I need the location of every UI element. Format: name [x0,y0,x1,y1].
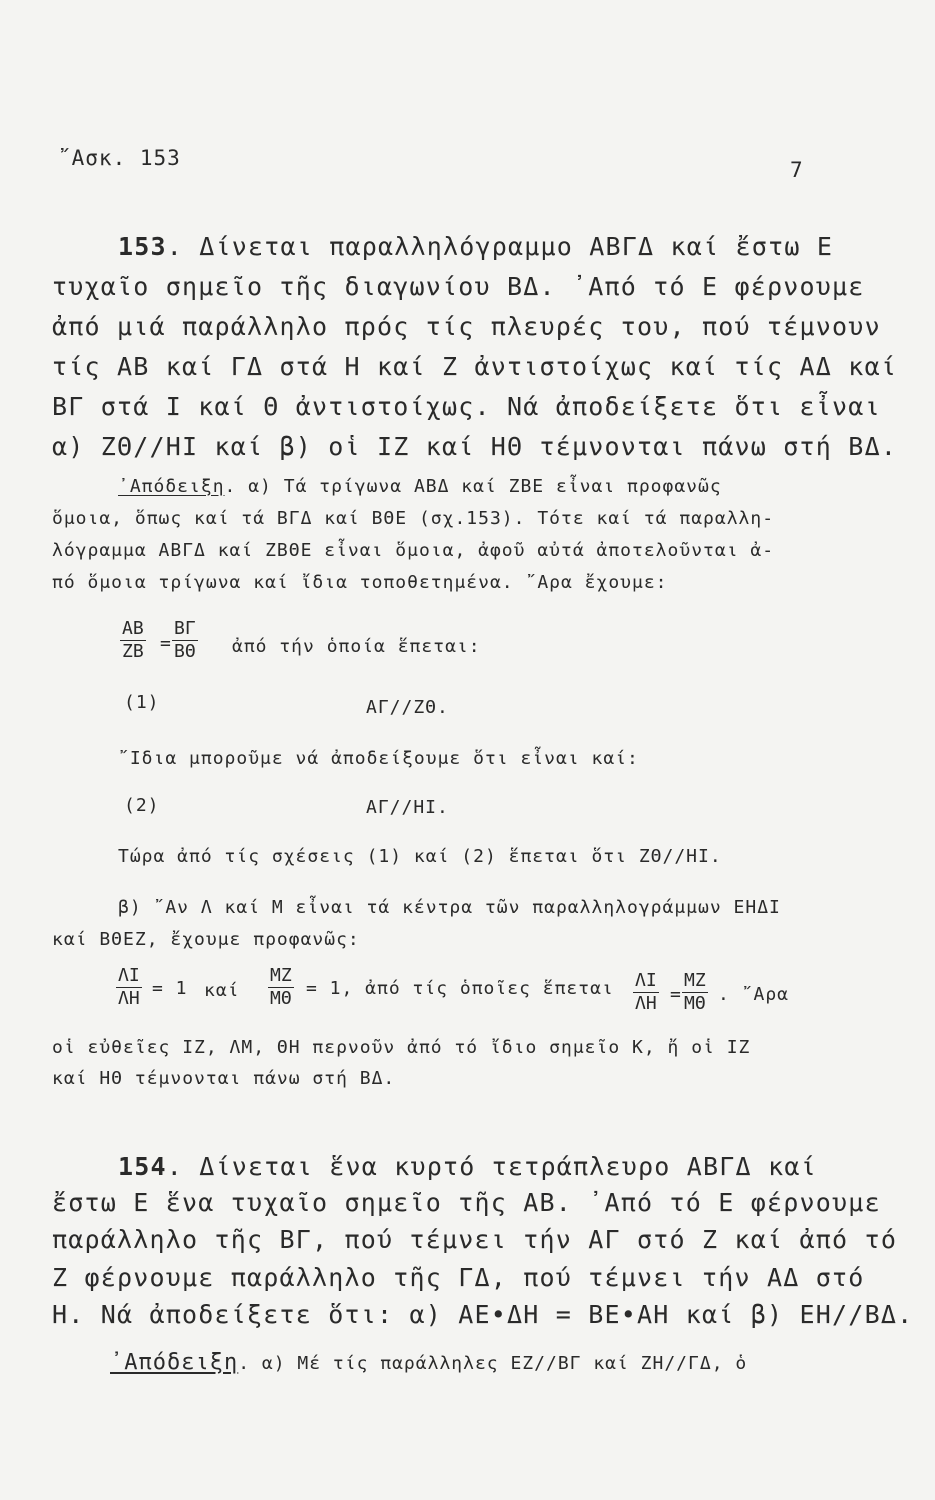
proof-text: = 1, ἀπό τίς ὁποῖες ἕπεται [306,978,614,999]
exercise-ref: ῎Ασκ. 153 [58,146,181,170]
fraction-mz-mth: $\frac{MZ}{M\Theta}$ [684,970,706,1014]
exercise-number: 154 [118,1152,167,1181]
equation: ΑΓ//ΗΙ. [366,797,449,818]
proof-line: Τώρα ἀπό τίς σχέσεις (1) καί (2) ἕπεται ὅτι ΖΘ//ΗΙ. [118,846,722,867]
proof-heading: ᾿Απόδειξη [118,476,225,497]
fraction-mz-mth: $\frac{MZ}{M\Theta}$ [270,965,292,1009]
equation-label: (2) [124,795,160,816]
equation: ΑΓ//ΖΘ. [366,697,449,718]
fraction-li-lh: $\frac{\Lambda I}{\Lambda H}$ [118,965,140,1009]
proof-line: λόγραμμα ΑΒΓΔ καί ΖΒΘΕ εἶναι ὅμοια, ἀφοῦ αὐτά ἀποτελοῦνται ἀ- [52,540,775,561]
statement-line: ἀπό μιά παράλληλο πρός τίς πλευρές του, πού τέμνουν [52,312,881,341]
proof-text: . α) Μέ τίς παράλληλες ΕΖ//ΒΓ καί ΖΗ//ΓΔ, ὁ [238,1353,748,1374]
proof-line: πό ὅμοια τρίγωνα καί ἴδια τοποθετημένα. ῎Αρα ἔχουμε: [52,572,668,593]
proof-text: . ῎Αρα [718,984,790,1005]
equals-sign: = [670,984,682,1005]
proof-line: β) ῎Αν Λ καί Μ εἶναι τά κέντρα τῶν παραλληλογράμμων ΕΗΔΙ [118,897,781,918]
proof-line: ὅμοια, ὅπως καί τά ΒΓΔ καί ΒΘΕ (σχ.153). Τότε καί τά παραλλη- [52,508,775,529]
statement-line: ΒΓ στά Ι καί Θ ἀντιστοίχως. Νά ἀποδείξετε ὅτι εἶναι [52,392,881,421]
statement-line: Η. Νά ἀποδείξετε ὅτι: α) ΑΕ•ΔΗ = ΒΕ•ΑΗ καί β) ΕΗ//ΒΔ. [52,1300,914,1329]
fraction-ab-zb: $\frac{AB}{ZB}$ [122,618,144,662]
proof-text: καί [204,980,240,1001]
equals-sign: = [160,633,172,654]
statement-line: τίς ΑΒ καί ΓΔ στά Η καί Ζ ἀντιστοίχως καί τίς ΑΔ καί [52,352,898,381]
statement-line: ἔστω Ε ἕνα τυχαῖο σημεῖο τῆς ΑΒ. ᾿Από τό Ε φέρνουμε [52,1188,881,1217]
page-number: 7 [790,158,804,182]
statement-line: Ζ φέρνουμε παράλληλο τῆς ΓΔ, πού τέμνει τήν ΑΔ στό [52,1263,865,1292]
statement-line: παράλληλο τῆς ΒΓ, πού τέμνει τήν ΑΓ στό Ζ καί ἀπό τό [52,1225,898,1254]
proof-line: οἱ εὐθεῖες ΙΖ, ΛΜ, ΘΗ περνοῦν ἀπό τό ἴδιο σημεῖο Κ, ἤ οἱ ΙΖ [52,1037,751,1058]
proof-line [118,476,722,497]
statement-text: . Δίνεται ἕνα κυρτό τετράπλευρο ΑΒΓΔ καί [166,1152,817,1181]
proof-text: ἀπό τήν ὁποία ἕπεται: [232,636,481,657]
proof-line [110,1350,747,1375]
fraction-li-lh: $\frac{\Lambda I}{\Lambda H}$ [635,970,657,1014]
statement-line: α) ΖΘ//ΗΙ καί β) οἱ ΙΖ καί ΗΘ τέμνονται πάνω στή ΒΔ. [52,432,898,461]
proof-line: ῎Ιδια μποροῦμε νά ἀποδείξουμε ὅτι εἶναι καί: [118,748,639,769]
statement-line [118,232,833,261]
statement-text: . Δίνεται παραλληλόγραμμο ΑΒΓΔ καί ἔστω Ε [166,232,834,261]
proof-line: καί ΒΘΕΖ, ἔχουμε προφανῶς: [52,929,360,950]
proof-text: . α) Τά τρίγωνα ΑΒΔ καί ΖΒΕ εἶναι προφανῶς [224,476,722,497]
equation-label: (1) [124,692,160,713]
exercise-number: 153 [118,232,167,261]
statement-line: τυχαῖο σημεῖο τῆς διαγωνίου ΒΔ. ᾿Από τό Ε φέρνουμε [52,272,865,301]
proof-heading: ᾿Απόδειξη [110,1350,239,1375]
proof-text: = 1 [152,978,188,999]
proof-line: καί ΗΘ τέμνονται πάνω στή ΒΔ. [52,1068,396,1089]
fraction-bg-bth: $\frac{B\Gamma}{B\Theta}$ [174,618,196,662]
statement-line [118,1152,817,1181]
